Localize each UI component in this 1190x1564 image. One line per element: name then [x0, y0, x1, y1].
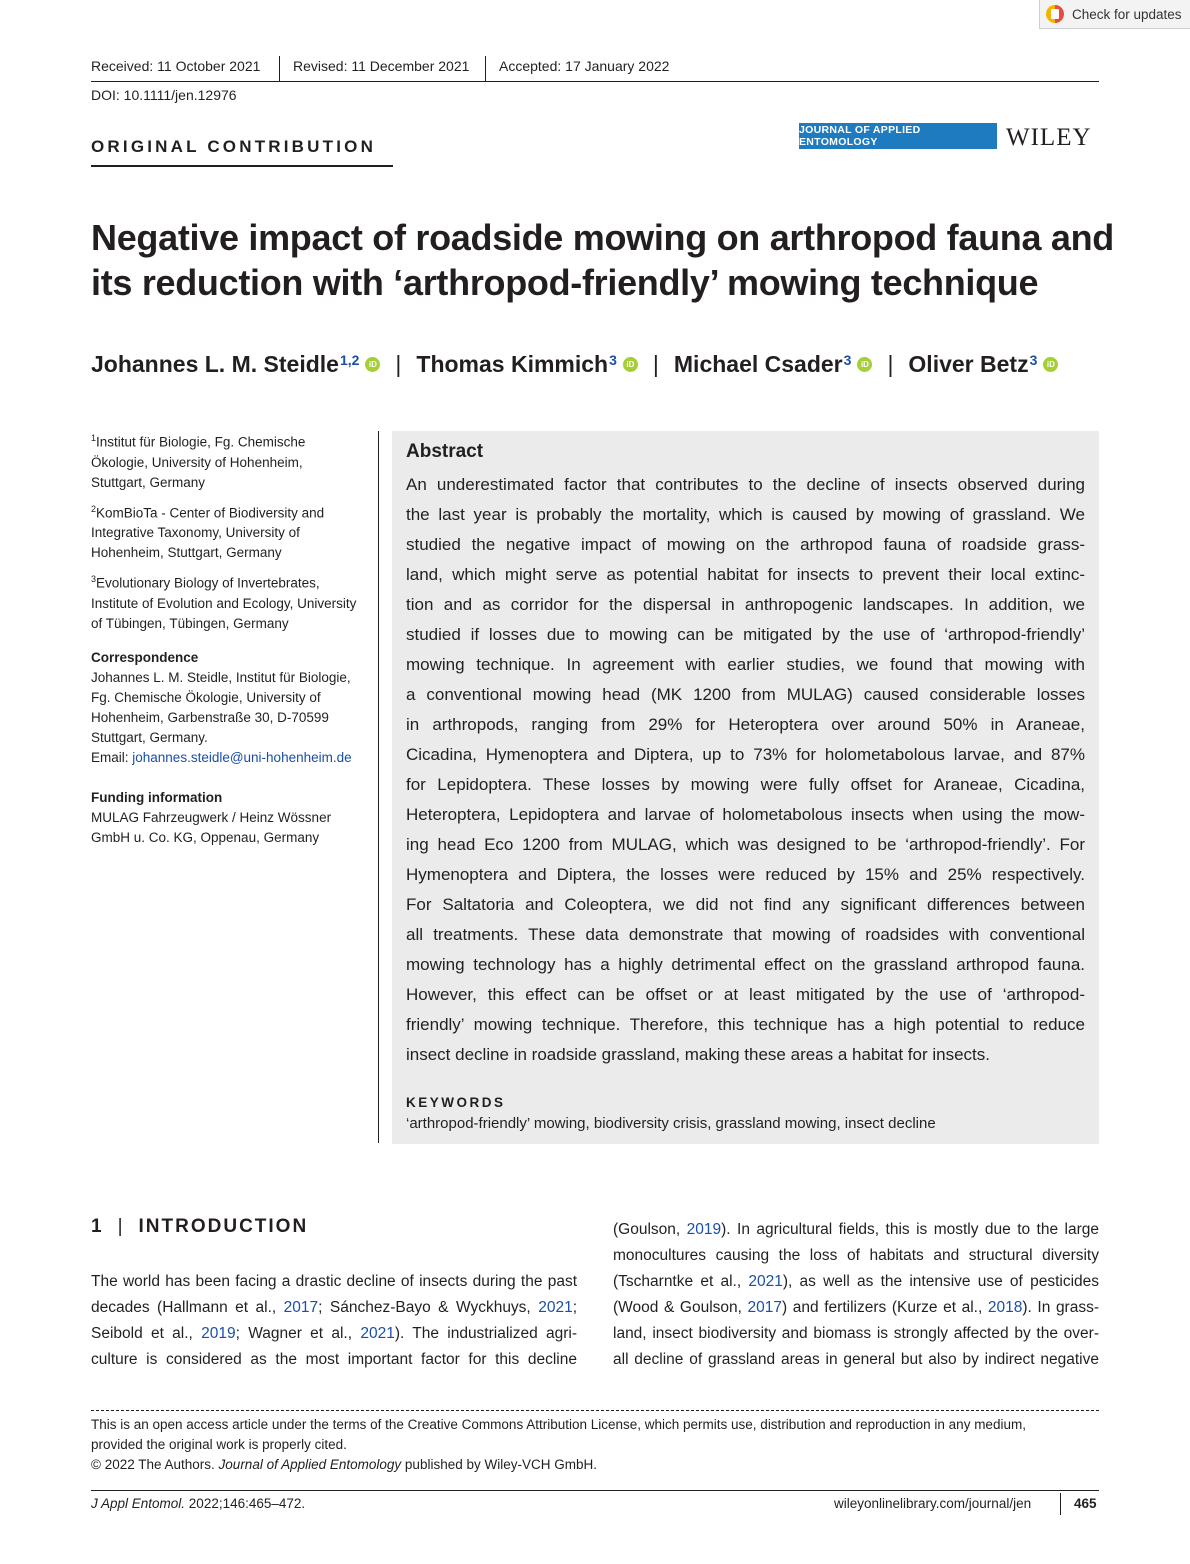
body-text: all decline of grassland areas in general but also by indirect negative	[613, 1351, 1099, 1368]
author-name[interactable]: Johannes L. M. Steidle	[91, 350, 339, 377]
abstract-line: Heteroptera, Lepidoptera and larvae of holometabolous insects when using the mow-	[406, 805, 1085, 824]
affiliation	[91, 499, 361, 564]
crossmark-icon	[1046, 5, 1064, 23]
abstract-line: Hymenoptera and Diptera, the losses were reduced by 15% and 25% respectively.	[406, 865, 1085, 884]
author-name[interactable]: Michael Csader	[673, 350, 843, 377]
body-text-line	[91, 1321, 577, 1347]
correspondence-address: Johannes L. M. Steidle, Institut für Biologie, Fg. Chemische Ökologie, University of Hohenheim, Garbenstraße 30, D-70599 Stuttgart, Germany.	[91, 669, 351, 745]
author-affiliation-ref[interactable]: 3	[843, 352, 852, 368]
date-divider	[279, 56, 280, 81]
author-affiliation-ref[interactable]: 3	[1029, 352, 1038, 368]
affiliation-text: KomBioTa - Center of Biodiversity and Integrative Taxonomy, University of Hohenheim, Stuttgart, Germany	[91, 505, 325, 560]
abstract-line: studied the negative impact of mowing on the arthropod fauna of roadside grass-	[406, 535, 1085, 554]
affiliation	[91, 428, 361, 493]
body-text: ). In agricultural fields, this is mostly due to the large	[721, 1221, 1099, 1238]
author-affiliation-ref[interactable]: 1,2	[339, 352, 360, 368]
abstract-line: studied if losses due to mowing can be mitigated by the use of ‘arthropod-friendly’	[406, 625, 1085, 644]
abstract-line: the last year is probably the mortality, which is caused by mowing of grassland. We	[406, 505, 1085, 524]
abstract-line: insect decline in roadside grassland, making these areas a habitat for insects.	[406, 1045, 990, 1064]
article-type-label: ORIGINAL CONTRIBUTION	[91, 137, 377, 156]
body-text-line	[613, 1243, 1099, 1269]
footer-separator	[1060, 1493, 1061, 1515]
orcid-icon[interactable]: iD	[1043, 357, 1058, 372]
citation-link[interactable]: 2017	[747, 1299, 783, 1316]
body-text-line	[613, 1295, 1099, 1321]
abstract-line: land, which might serve as potential habitat for insects to prevent their local extinc-	[406, 565, 1085, 584]
body-text: ;	[572, 1299, 577, 1316]
title-line: its reduction with ‘arthropod-friendly’ mowing technique	[91, 262, 1039, 303]
email-link[interactable]: johannes.steidle@uni-hohenheim.de	[132, 749, 352, 765]
abstract-line: For Saltatoria and Coleoptera, we did not find any significant differences between	[406, 895, 1085, 914]
revised-date: Revised: 11 December 2021	[293, 58, 470, 74]
email-label: Email:	[91, 749, 133, 765]
article-type-underline	[91, 165, 393, 167]
license-note	[91, 1415, 1099, 1475]
affiliation-text: Evolutionary Biology of Invertebrates, Institute of Evolution and Ecology, University of Tübingen, Tübingen, Germany	[91, 575, 357, 631]
citation	[91, 1496, 305, 1511]
author-separator: |	[887, 350, 894, 377]
funding-heading: Funding information	[91, 789, 223, 805]
affiliation-text: Institut für Biologie, Fg. Chemische Ökologie, University of Hohenheim, Stuttgart, Germany	[91, 434, 306, 490]
publisher-logo[interactable]: WILEY	[1006, 124, 1092, 151]
abstract-line: in arthropods, ranging from 29% for Heteroptera over around 50% in Araneae,	[406, 715, 1085, 734]
body-text: ; Wagner et al.,	[235, 1325, 361, 1342]
keywords-heading: KEYWORDS	[406, 1095, 506, 1110]
body-text: ). The industrialized agri-	[394, 1325, 577, 1342]
body-text-line	[91, 1347, 577, 1373]
abstract-line: An underestimated factor that contributes to the decline of insects observed during	[406, 475, 1085, 494]
citation-link[interactable]: 2019	[201, 1325, 236, 1342]
keywords-list: ‘arthropod-friendly’ mowing, biodiversity crisis, grassland mowing, insect decline	[406, 1115, 936, 1132]
sidebar-divider	[378, 431, 379, 1143]
citation-link[interactable]: 2017	[283, 1299, 319, 1316]
license-line: provided the original work is properly cited.	[91, 1437, 347, 1452]
intro-column-left	[91, 1269, 577, 1373]
orcid-icon[interactable]: iD	[623, 357, 638, 372]
footer-divider	[91, 1490, 1099, 1491]
abstract-line: ing head Eco 1200 from MULAG, which was designed to be ‘arthropod-friendly’. For	[406, 835, 1085, 854]
abstract-line: for Lepidoptera. These losses by mowing were fully offset for Araneae, Cicadina,	[406, 775, 1085, 794]
author-list	[91, 346, 1058, 382]
body-text-line	[91, 1295, 577, 1321]
affiliation-number: 2	[91, 503, 97, 514]
check-for-updates-button[interactable]	[1039, 0, 1190, 29]
section-separator: |	[117, 1216, 123, 1237]
body-text: (Goulson,	[613, 1221, 687, 1238]
abstract-line: a conventional mowing head (MK 1200 from MULAG) caused considerable losses	[406, 685, 1085, 704]
abstract-line: Cicadina, Hymenoptera and Diptera, up to 73% for holometabolous larvae, and 87%	[406, 745, 1085, 764]
body-text: ). In grass-	[1022, 1299, 1100, 1316]
body-text-line	[613, 1347, 1099, 1373]
date-divider	[485, 56, 486, 81]
abstract-line: all treatments. These data demonstrate that mowing of roadsides with conventional	[406, 925, 1085, 944]
citation-link[interactable]: 2021	[748, 1273, 783, 1290]
body-text: monocultures causing the loss of habitats and structural diversity	[613, 1247, 1099, 1264]
correspondence-heading: Correspondence	[91, 649, 199, 665]
author-name[interactable]: Thomas Kimmich	[416, 350, 609, 377]
copyright-line	[91, 1455, 1099, 1475]
section-number: 1	[91, 1216, 104, 1237]
citation-link[interactable]: 2021	[538, 1299, 573, 1316]
author-separator: |	[395, 350, 402, 377]
correspondence-text	[91, 668, 361, 768]
affiliations-sidebar	[91, 428, 361, 848]
accepted-date: Accepted: 17 January 2022	[499, 58, 670, 74]
citation-volume: 2022;146:465–472.	[185, 1496, 306, 1511]
section-title: INTRODUCTION	[138, 1216, 309, 1237]
author-separator: |	[652, 350, 659, 377]
body-text: (Tscharntke et al.,	[613, 1273, 749, 1290]
footnote-divider	[91, 1410, 1099, 1411]
intro-column-right	[613, 1217, 1099, 1373]
citation-link[interactable]: 2019	[686, 1221, 722, 1238]
body-text: decades (Hallmann et al.,	[91, 1299, 284, 1316]
affiliation-number: 3	[91, 574, 97, 584]
journal-badge[interactable]: JOURNAL OF APPLIED ENTOMOLOGY	[799, 123, 997, 149]
orcid-icon[interactable]: iD	[365, 357, 380, 372]
body-text-line	[613, 1321, 1099, 1347]
received-date: Received: 11 October 2021	[91, 58, 261, 74]
abstract-body	[406, 470, 1085, 1070]
section-heading	[91, 1216, 308, 1238]
author-affiliation-ref[interactable]: 3	[609, 352, 617, 368]
affiliation-number: 1	[91, 433, 97, 443]
citation-link[interactable]: 2018	[987, 1299, 1023, 1316]
abstract-line: mowing technology has a highly detrimental effect on the grassland arthropod fauna.	[406, 955, 1085, 974]
body-text-line	[613, 1269, 1099, 1295]
doi[interactable]: DOI: 10.1111/jen.12976	[91, 87, 237, 103]
body-text: The world has been facing a drastic decline of insects during the past	[91, 1273, 577, 1290]
title-line: Negative impact of roadside mowing on arthropod fauna and	[91, 217, 1114, 258]
article-title	[91, 215, 1114, 305]
body-text: ), as well as the intensive use of pesticides	[782, 1273, 1099, 1290]
license-line: This is an open access article under the terms of the Creative Commons Attribution License, which permits use, distribution and reproduction in any medium,	[91, 1417, 1026, 1432]
abstract-line: friendly’ mowing technique. Therefore, this technique has a high potential to reduce	[406, 1015, 1085, 1034]
body-text: ) and fertilizers (Kurze et al.,	[782, 1299, 988, 1316]
check-for-updates-label: Check for updates	[1072, 6, 1182, 22]
author-name[interactable]: Oliver Betz	[908, 350, 1029, 377]
abstract-line: However, this effect can be offset or at least mitigated by the use of ‘arthropod-	[406, 985, 1085, 1004]
copyright-journal: Journal of Applied Entomology	[218, 1457, 402, 1472]
affiliation	[91, 569, 361, 634]
body-text-line	[613, 1217, 1099, 1243]
body-text: Seibold et al.,	[91, 1325, 202, 1342]
copyright-suffix: published by Wiley-VCH GmbH.	[401, 1457, 597, 1472]
citation-journal: J Appl Entomol.	[91, 1496, 186, 1511]
article-dates	[91, 56, 1099, 82]
body-text: ; Sánchez-Bayo & Wyckhuys,	[318, 1299, 539, 1316]
copyright-prefix: © 2022 The Authors.	[91, 1457, 219, 1472]
abstract-heading: Abstract	[406, 441, 484, 462]
body-text: culture is considered as the most important factor for this decline	[91, 1351, 577, 1368]
page-number: 465	[1074, 1496, 1097, 1511]
orcid-icon[interactable]: iD	[857, 357, 872, 372]
funding-text: MULAG Fahrzeugwerk / Heinz Wössner GmbH u. Co. KG, Oppenau, Germany	[91, 809, 332, 845]
abstract-line: mowing technique. In agreement with earlier studies, we found that mowing with	[406, 655, 1085, 674]
body-text-line	[91, 1269, 577, 1295]
body-text: land, insect biodiversity and biomass is strongly affected by the over-	[613, 1325, 1099, 1342]
body-text: (Wood & Goulson,	[613, 1299, 748, 1316]
journal-url[interactable]: wileyonlinelibrary.com/journal/jen	[834, 1496, 1032, 1511]
abstract-line: tion and as corridor for the dispersal in anthropogenic landscapes. In addition, we	[406, 595, 1085, 614]
citation-link[interactable]: 2021	[360, 1325, 395, 1342]
